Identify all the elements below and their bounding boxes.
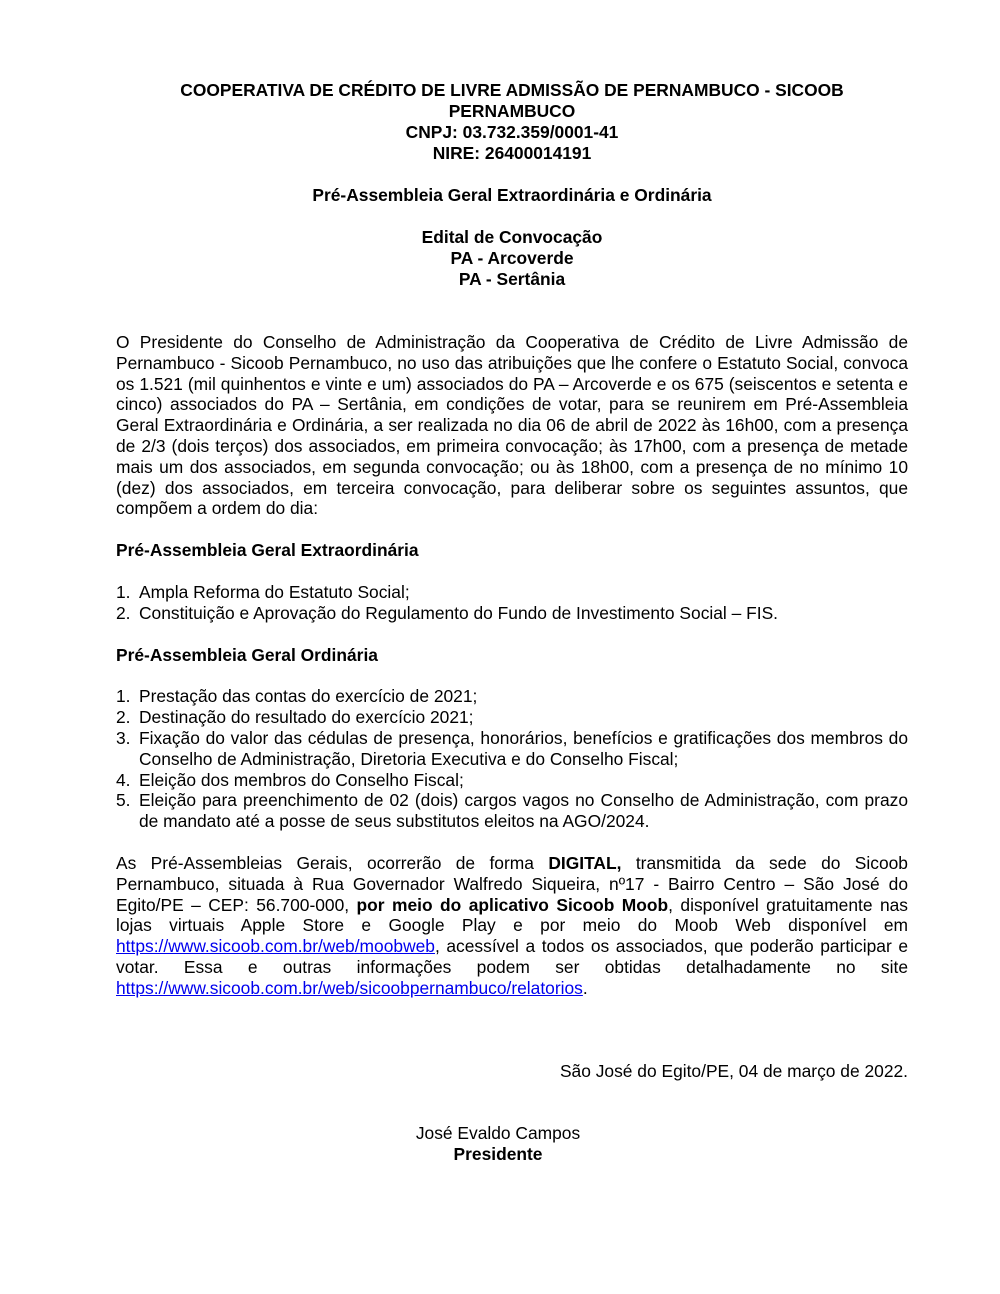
relatorios-link[interactable]: https://www.sicoob.com.br/web/sicoobpernambuco/relatorios: [116, 977, 583, 998]
pa-sertania: PA - Sertânia: [458, 269, 566, 289]
section-title-extraordinaria: Pré-Assembleia Geral Extraordinária: [116, 540, 419, 561]
list-item: 3. Fixação do valor das cédulas de presença, honorários, benefícios e gratificações dos membros do Conselho de Administração, Diretoria Executiva e do Conselho Fiscal;: [116, 727, 908, 769]
list-item: 1. Prestação das contas do exercício de 2021;: [116, 686, 478, 707]
document-page: [116, 80, 908, 1165]
section-title-ordinaria: Pré-Assembleia Geral Ordinária: [116, 644, 378, 665]
org-name-line1: COOPERATIVA DE CRÉDITO DE LIVRE ADMISSÃO DE PERNAMBUCO - SICOOB: [180, 80, 844, 100]
intro-paragraph: O Presidente do Conselho de Administração da Cooperativa de Crédito de Livre Admissão de Pernambuco - Sicoob Pernambuco, no uso das atribuições que lhe confere o Estatuto Social, convoca os 1.521 (mil quinhentos e vinte e um) associados do PA – Arcoverde e os 675 (seiscentos e setenta e cinco) associados do PA – Sertânia, em condições de votar, para se reunirem em Pré-Assembleia Geral Extraordinária e Ordinária, a ser realizada no dia 06 de abril de 2022 às 16h00, com a presença de 2/3 (dois terços) dos associados, em primeira convocação; às 17h00, com a presença de metade mais um dos associados, em segunda convocação; ou às 18h00, com a presença de no mínimo 10 (dez) dos associados, em terceira convocação, para deliberar sobre os seguintes assuntos, que compõem a ordem do dia:: [116, 332, 908, 519]
list-item: 2. Constituição e Aprovação do Regulamento do Fundo de Investimento Social – FIS.: [116, 602, 779, 623]
digital-emphasis: DIGITAL,: [548, 852, 622, 873]
list-item: 1. Ampla Reforma do Estatuto Social;: [116, 581, 410, 602]
list-item: 4. Eleição dos membros do Conselho Fiscal;: [116, 769, 464, 790]
list-item: 2. Destinação do resultado do exercício 2021;: [116, 707, 474, 728]
assembly-title: Pré-Assembleia Geral Extraordinária e Ordinária: [312, 185, 712, 205]
document-header: [116, 80, 908, 290]
signer-name: José Evaldo Campos: [415, 1123, 581, 1144]
signature-block: [116, 1123, 908, 1165]
cnpj: CNPJ: 03.732.359/0001-41: [405, 122, 619, 142]
moobweb-link[interactable]: https://www.sicoob.com.br/web/moobweb: [116, 936, 435, 957]
agenda-list-ordinaria: [116, 686, 908, 832]
digital-paragraph: As Pré-Assembleias Gerais, ocorrerão de forma DIGITAL, transmitida da sede do Sicoob Pernambuco, situada à Rua Governador Walfredo Siqueira, nº17 - Bairro Centro – São José do Egito/PE – CEP: 56.700-000, por meio do aplicativo Sicoob Moob, disponível gratuitamente nas lojas virtuais Apple Store e Google Play e por meio do Moob Web disponível em https://www.sicoob.com.br/web/moobweb, acessível a todos os associados, que poderão participar e votar. Essa e outras informações podem ser obtidas detalhadamente no site https://www.sicoob.com.br/web/sicoobpernambuco/relatorios.: [116, 852, 908, 998]
app-emphasis: por meio do aplicativo Sicoob Moob: [356, 894, 669, 915]
signer-title: Presidente: [453, 1144, 543, 1165]
nire: NIRE: 26400014191: [432, 143, 592, 163]
list-item: 5. Eleição para preenchimento de 02 (dois) cargos vagos no Conselho de Administração, com prazo de mandato até a posse de seus substitutos eleitos na AGO/2024.: [116, 790, 908, 832]
pa-arcoverde: PA - Arcoverde: [450, 248, 574, 268]
edital-title: Edital de Convocação: [421, 227, 603, 247]
place-date: São José do Egito/PE, 04 de março de 2022.: [559, 1060, 908, 1081]
agenda-list-extraordinaria: [116, 582, 908, 624]
org-name-line2: PERNAMBUCO: [448, 101, 576, 121]
